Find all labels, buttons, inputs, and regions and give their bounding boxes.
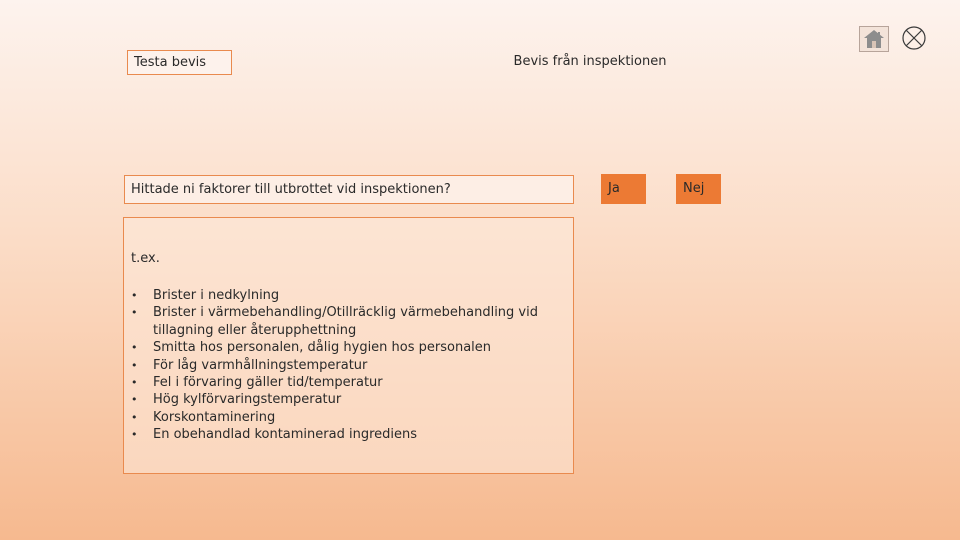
list-item <box>131 304 561 339</box>
yes-button[interactable] <box>601 174 646 204</box>
bullet-icon: • <box>131 306 138 320</box>
no-button-label: Nej <box>683 181 705 196</box>
yes-button-label: Ja <box>608 181 620 196</box>
list-item <box>131 374 561 391</box>
list-item <box>131 357 561 374</box>
examples-panel <box>123 217 574 474</box>
no-button[interactable] <box>676 174 721 204</box>
list-item <box>131 287 561 304</box>
bullet-icon: • <box>131 410 138 424</box>
list-item <box>131 426 561 443</box>
list-item-text: Brister i värmebehandling/Otillräcklig värmebehandling vid tillagning eller återupphettning <box>153 305 538 338</box>
page-title: Bevis från inspektionen <box>513 54 667 69</box>
list-item-text: Korskontaminering <box>153 409 276 425</box>
bullet-icon: • <box>131 289 138 302</box>
list-item-text: Brister i nedkylning <box>153 288 280 303</box>
list-item-text: För låg varmhållningstemperatur <box>153 357 368 373</box>
list-item <box>131 391 561 408</box>
list-item-text: Fel i förvaring gäller tid/temperatur <box>153 375 383 391</box>
home-button[interactable] <box>859 26 889 52</box>
question-prompt <box>124 175 574 204</box>
bullet-icon: • <box>131 428 138 442</box>
list-item <box>131 339 561 356</box>
bullet-icon: • <box>131 358 138 372</box>
question-text: Hittade ni faktorer till utbrottet vid inspektionen? <box>131 182 451 197</box>
section-tag <box>127 50 232 75</box>
list-item-text: En obehandlad kontaminerad ingrediens <box>153 427 418 443</box>
examples-list <box>131 287 561 444</box>
bullet-icon: • <box>131 393 138 407</box>
list-item-text: Hög kylförvaringstemperatur <box>153 392 342 408</box>
section-tag-label: Testa bevis <box>134 55 207 70</box>
bullet-icon: • <box>131 341 138 355</box>
bullet-icon: • <box>131 376 138 390</box>
list-item-text: Smitta hos personalen, dålig hygien hos personalen <box>153 340 492 356</box>
home-icon <box>863 29 885 49</box>
close-icon <box>902 26 926 50</box>
examples-intro: t.ex. <box>131 251 160 266</box>
close-button[interactable] <box>902 26 926 50</box>
list-item <box>131 409 561 426</box>
